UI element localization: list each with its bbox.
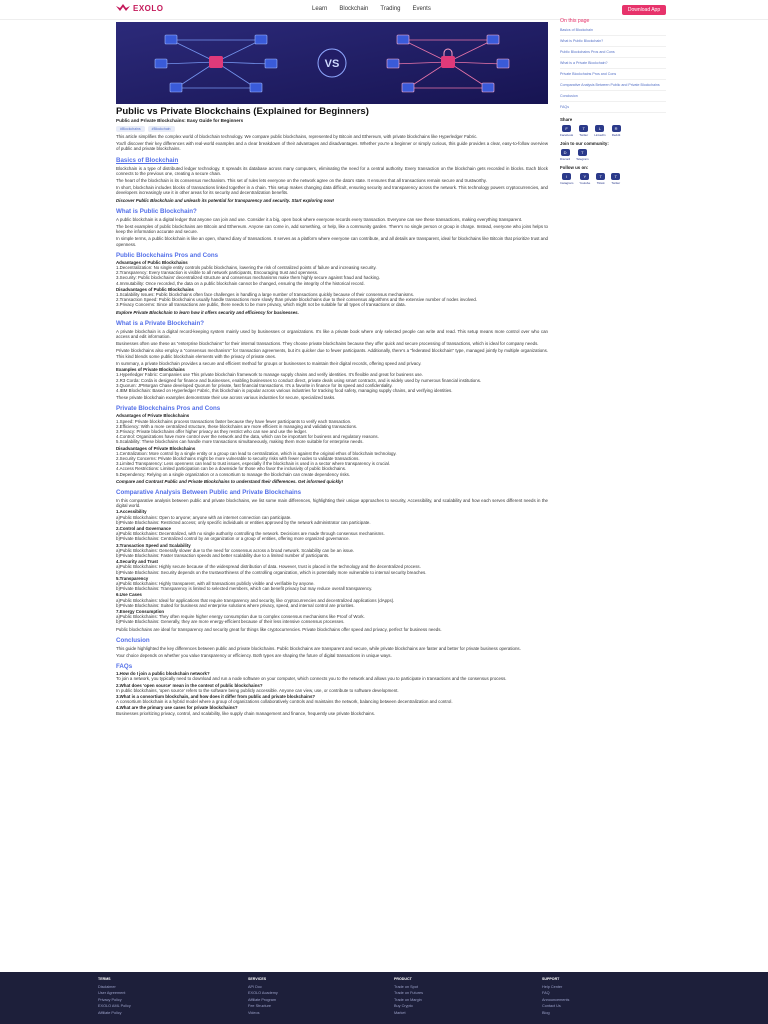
follow-title: Follow us on:: [560, 165, 589, 170]
social-tiktok-button[interactable]: [596, 173, 605, 185]
list-item: 2.Transaction Speed: Public blockchains usually handle transactions more slowly than private blockchains due to their consensus algorithms and the extensive number of nodes involved.: [116, 297, 478, 303]
comparison-line: b)Private Blockchains: Faster transaction speeds and better scalability due to a limited number of participants.: [116, 552, 330, 558]
social-label: Tiktok: [596, 181, 605, 185]
footer-link[interactable]: API Doc: [248, 985, 262, 989]
social-label: Twitter: [611, 181, 621, 185]
social-label: Facebook: [560, 133, 574, 137]
linkedin-icon: L: [595, 125, 604, 132]
footer-link[interactable]: EXOLO AML Policy: [98, 1004, 131, 1009]
section-heading-basics: Basics of Blockchain: [116, 156, 179, 164]
section-heading-public_pros_cons: Public Blockchains Pros and Cons: [116, 251, 219, 259]
comparison-line: a)Public Blockchains: Generally slower due to the need for consensus across a broad network. Scalability can be an issue.: [116, 547, 355, 553]
list-item: 5.Scalability: These blockchains can handle more transactions simultaneously, making them more suitable for enterprise needs.: [116, 439, 364, 445]
list-item: 2.Transparency: Every transaction is visible to all network participants, Encouraging trust and openness.: [116, 270, 319, 276]
section-heading-conclusion: Conclusion: [116, 636, 150, 644]
footer-column: [98, 977, 131, 1016]
toc-link[interactable]: FAQs: [560, 105, 666, 113]
hero-banner: [116, 22, 548, 104]
comparison-line: a)Public Blockchains: Decentralized, with no single authority controlling the network. Decisions are made through consensus mechanisms.: [116, 531, 385, 537]
list-item: 5.Dependency: Relying on a single organization or a consortium to manage the blockchain can create dependency risks.: [116, 471, 351, 477]
social-twitter-button[interactable]: [579, 125, 588, 137]
article-body: [116, 106, 548, 896]
list-item: 1.Scalability Issues: Public blockchains often face challenges in handling a large number of transactions quickly because of their consensus mechanisms.: [116, 292, 414, 298]
comparison-line: b)Private Blockchains: Transparency is limited to selected members, which can benefit privacy but may reduce overall transparency.: [116, 586, 373, 592]
footer-link[interactable]: FAQ: [542, 991, 550, 996]
follow-buttons: [560, 173, 666, 185]
list-item: 1.Hyperledger Fabric: Companies use This private blockchain framework to manage supply chains and verify identities. It's flexible and great for business use.: [116, 372, 424, 378]
toc-link[interactable]: What is Public Blockchain?: [560, 39, 666, 47]
footer-column: [394, 977, 423, 1016]
footer-link[interactable]: Trade on Futures: [394, 991, 423, 996]
footer-link[interactable]: Affiliate Program: [248, 997, 276, 1002]
comparison-label: 5.Transparency: [116, 575, 149, 581]
list-item: 4.Immutability: Once recorded, the data on a public blockchain cannot be changed, ensuring the integrity of the historical record.: [116, 280, 365, 286]
site-footer: [0, 972, 768, 1024]
paragraph: Your choice depends on whether you value transparency or efficiency. Both types are shaping the future of digital transactions in unique ways.: [116, 653, 392, 659]
list-label: Examples of Private Blockchains: [116, 367, 185, 373]
comparison-line: b)Private Blockchains: Generally, they are more energy-efficient because of their less intensive consensus processes.: [116, 619, 345, 625]
social-label: Discord: [560, 157, 571, 161]
list-label: Disadvantages of Private Blockchains: [116, 445, 196, 451]
logo-text: EXOLO: [133, 3, 164, 13]
list-item: 2.R3 Corda: Corda is designed for finance and businesses, enabling businesses to conduct direct, private deals using smart contracts, and is widely used by numerous financial institutions.: [116, 377, 482, 383]
hero-illustration: [116, 22, 548, 104]
toc-link[interactable]: Private Blockchains Pros and Cons: [560, 72, 666, 80]
tag-chip[interactable]: #Blockchains: [116, 126, 145, 132]
twitter-icon: T: [579, 125, 588, 132]
list-item: 4.Access Restrictions: Limited participation can be a downside for those who favor the inclusivity of public blockchains.: [116, 466, 347, 472]
footer-link[interactable]: EXOLO Academy: [248, 991, 278, 996]
paragraph: Private blockchains also employ a "consensus mechanism" for transaction agreements, but it's quicker due to fewer participants. Additionally, there's a "federated blockchain" type, managed jointly by multiple organizations. This kind blends some public blockchain elements with the privacy of private ones.: [116, 348, 548, 359]
intro-paragraph: You'll discover their key differences with real-world examples and a clear breakdown of their advantages and disadvantages. Whether you're a beginner or simply curious, this guide provides a clear, easy-to-follow overview of public and private blockchains.: [116, 141, 548, 152]
social-label: LinkedIn: [594, 133, 606, 137]
social-telegram-button[interactable]: [576, 149, 588, 161]
faq-answer: A consortium blockchain is a hybrid model where a group of organizations collaboratively controls and maintains the network, balancing between decentralization and control.: [116, 699, 453, 705]
list-item: 3.Limited Transparency: Less openness can lead to trust issues, especially if the blockchain is used in a sector where transparency is crucial.: [116, 461, 391, 467]
share-buttons: [560, 125, 666, 137]
footer-column: [248, 977, 278, 1016]
tag-chip[interactable]: #Blockchain: [148, 126, 175, 132]
article-subtitle: Public and Private Blockchains: Easy Guide for Beginners: [116, 118, 244, 123]
faq-answer: To join a network, you typically need to download and run a node software on your computer, which connects you to the network and allows you to participate in transactions and the consensus process.: [116, 676, 507, 682]
comparison-label: 3.Transaction Speed and Scalability: [116, 542, 191, 548]
comparison-label: 4.Security and Trust: [116, 559, 158, 565]
paragraph: In this comparative analysis between public and private blockchains, we list some main differences, highlighting their unique approaches to security, Accessibility, and scalability and how each serves different needs in the digital world.: [116, 497, 548, 509]
paragraph: In short, blockchain includes blocks of transactions linked together in a chain. This setup makes changing data difficult, ensuring security and transparency across the network. This technology powers cryptocurrencies, and developers increasingly use it in other areas for its security and decentralization benefits.: [116, 185, 548, 196]
list-item: 1.Centralization: More control by a single entity or a group can lead to centralization, which is against the original ethos of blockchain technology.: [116, 450, 397, 456]
footer-link[interactable]: Help Center: [542, 985, 563, 989]
section-heading-what_private: What is a Private Blockchain?: [116, 319, 205, 327]
paragraph: Businesses often use these as "enterprise blockchains" for their internal transactions. They choose private blockchains because they offer quick and secure processing of transactions, which is ideal for company needs.: [116, 341, 539, 347]
tiktok-icon: T: [596, 173, 605, 180]
faq-question: 2.What does 'open source' mean in the context of public blockchains?: [116, 682, 263, 688]
footer-link[interactable]: Disclaimer: [98, 985, 116, 989]
comparison-label: 7.Energy Consumption: [116, 609, 165, 615]
toc-link[interactable]: Conclusion: [560, 94, 666, 102]
list-label: Advantages of Private Blockchains: [116, 413, 190, 419]
reddit-icon: R: [612, 125, 621, 132]
list-item: 1.Speed: Private blockchains process transactions faster because they have fewer participants to verify each transaction.: [116, 418, 352, 424]
exolo-logo-icon: [116, 3, 130, 13]
paragraph: This guide highlighted the key differences between public and private blockchains. Public blockchains are transparent and secure, while private blockchains are faster and better for private business operations.: [116, 645, 521, 651]
cta-quote: Compare and Contrast Public and Private Blockchains to understand their differences. Get informed quickly!: [116, 478, 344, 484]
comparison-line: a)Public Blockchains: Ideal for applications that require transparency and security, like cryptocurrencies and decentralized applications (dApps).: [116, 597, 395, 603]
comparison-line: a)Public Blockchains: They often require higher energy consumption due to complex consensus mechanisms like Proof of Work.: [116, 614, 365, 620]
comparison-line: b)Private Blockchains: Suited for business and enterprise solutions where privacy, speed, and internal control are priorities.: [116, 602, 355, 608]
social-label: Telegram: [576, 157, 589, 161]
nav-link-blockchain[interactable]: Blockchain: [339, 6, 369, 12]
footer-link[interactable]: Trade on Spot: [394, 985, 418, 989]
footer-link[interactable]: Market: [394, 1010, 406, 1015]
list-item: 2.Security Concerns: Private blockchains might be more vulnerable to security risks with fewer nodes to validate transactions.: [116, 455, 360, 461]
list-item: 3.Privacy: Private blockchains offer higher privacy as they restrict who can see and use the ledger.: [116, 428, 308, 434]
footer-link[interactable]: Blog: [542, 1010, 550, 1015]
footer-link[interactable]: Privacy Policy: [98, 997, 122, 1002]
comparison-line: b)Private Blockchains: Restricted access; only specific individuals or entities approved by the network administrator can participate.: [116, 519, 371, 525]
faq-question: 4.What are the primary use cases for private blockchains?: [116, 705, 238, 711]
social-reddit-button[interactable]: [612, 125, 621, 137]
list-label: Disadvantages of Public Blockchains: [116, 286, 194, 292]
comparison-label: 6.Use Cases: [116, 592, 142, 598]
footer-link[interactable]: Videos: [248, 1010, 260, 1015]
list-item: 3.Security: Public blockchains' decentralized structure and consensus mechanisms make them highly secure against fraud and hacking.: [116, 275, 380, 281]
nav-link-learn[interactable]: Learn: [312, 6, 328, 12]
faq-answer: In public blockchains, 'open source' refers to the software being publicly accessible. Anyone can view, use, or contribute to software development.: [116, 687, 399, 693]
community-buttons: [560, 149, 666, 161]
comparison-label: 1.Accessibility: [116, 509, 147, 515]
comparison-label: 2.Control and Governance: [116, 525, 171, 531]
facebook-icon: F: [562, 125, 571, 132]
paragraph: In summary, a private blockchain provides a secure and efficient method for groups or businesses to maintain their digital records, offering speed and privacy.: [116, 360, 422, 366]
footer-link[interactable]: Announcements: [542, 997, 570, 1002]
discord-icon: D: [561, 149, 570, 156]
footer-column-title: SUPPORT: [542, 977, 560, 981]
list-item: 3.Quorum: JPMorgan Chase developed Quorum for private, fast financial transactions. It's a favorite in finance for its speed and confidentiality.: [116, 382, 393, 388]
faq-answer: Businesses prioritizing privacy, control, and scalability, like supply chain management and finance, frequently use private blockchains.: [116, 710, 376, 716]
social-label: Reddit: [611, 133, 621, 137]
list-item: 1.Decentralization: No single entity controls public blockchains, lowering the risk of centralized points of failure and increasing security.: [116, 265, 377, 271]
social-label: Youtube: [579, 181, 591, 185]
paragraph: These private blockchain examples demonstrate their use across various industries for secure, specialized tasks.: [116, 395, 336, 401]
top-navbar: [0, 0, 768, 20]
faq-question: 3.What is a consortium blockchain, and how does it differ from public and private blockchains?: [116, 694, 316, 700]
twitter-icon: T: [611, 173, 620, 180]
toc-link[interactable]: What is a Private Blockchain?: [560, 61, 666, 69]
footer-link[interactable]: User Agreement: [98, 991, 126, 996]
toc-link[interactable]: Comparative Analysis Between Public and Private Blockchains: [560, 83, 666, 91]
list-item: 3.Privacy Concerns: Since all transactions are public, there needs to be more privacy, which might not be suitable for all types of transactions or data.: [116, 302, 406, 308]
list-item: 4.IBM Blockchain: Based on Hyperledger Fabric, this blockchain is popular across various industries for tracking food safety, managing supply chains, and verifying identities.: [116, 387, 453, 393]
social-label: Twitter: [579, 133, 589, 137]
social-twitter-button[interactable]: [611, 173, 620, 185]
social-discord-button[interactable]: [560, 149, 570, 161]
cta-quote: Discover Public Blockchain and unleash its potential for transparency and security. Start exploring now!: [116, 197, 334, 203]
section-heading-private_pros_cons: Private Blockchains Pros and Cons: [116, 405, 221, 413]
community-title: Join to our community:: [560, 141, 609, 146]
footer-link[interactable]: Trade on Margin: [394, 997, 422, 1002]
paragraph: The best examples of public blockchains are Bitcoin and Ethereum. Anyone can come in, add something, or help, like a community garden. There's no single person or group in charge. Instead, everyone who joins helps to keep the information accurate and secure.: [116, 224, 548, 235]
table-of-contents: [560, 28, 666, 113]
social-instagram-button[interactable]: [560, 173, 573, 185]
footer-link[interactable]: Fee Structure: [248, 1004, 272, 1009]
footer-column: [542, 977, 569, 1016]
main-nav: [312, 6, 431, 12]
comparison-line: a)Public Blockchains: Highly transparent, with all transactions publicly visible and verifiable by anyone.: [116, 581, 315, 586]
toc-link[interactable]: Public Blockchains Pros and Cons: [560, 50, 666, 58]
footer-column-title: PRODUCT: [394, 977, 412, 981]
cta-quote: Explore Private Blockchain to learn how it offers security and efficiency for businesses.: [116, 309, 299, 315]
telegram-icon: T: [578, 149, 587, 156]
section-heading-faqs: FAQs: [116, 663, 133, 671]
tag-list: [116, 126, 548, 132]
footer-column-title: TERMS: [98, 977, 111, 981]
toc-link[interactable]: Basics of Blockchain: [560, 28, 666, 36]
intro-paragraph: This article simplifies the complex world of blockchain technology. We compare public blockchains, represented by Bitcoin and Ethereum, with private blockchains like Hyperledger Fabric.: [116, 134, 478, 139]
footer-column-title: SERVICES: [248, 977, 267, 981]
comparison-line: b)Private Blockchains: Centralized control by an organization or a group of entities, offering more organized governance.: [116, 536, 350, 542]
article-title: Public vs Private Blockchains (Explained for Beginners): [116, 106, 369, 117]
paragraph: A public blockchain is a digital ledger that anyone can join and use. Consider it a big, open book where everyone records every transaction. Everyone can see these transactions, making everything transparent.: [116, 216, 523, 222]
toc-title: On this page: [560, 18, 590, 24]
list-item: 4.Control: Organizations have more control over the network and the data, which can be important for business and regulatory reasons.: [116, 434, 379, 440]
comparison-line: a)Public Blockchains: Highly secure because of the widespread distribution of data. However, trust is placed in the technology and the decentralized process.: [116, 564, 421, 570]
paragraph: Blockchain is a type of distributed ledger technology. It spreads its database across many computers, eliminating the need for a central authority. Every transaction on the blockchain gets recorded in blocks. Each block connects to the previous one, creating a secure chain.: [116, 165, 548, 176]
footer-link[interactable]: Buy Crypto: [394, 1004, 413, 1009]
section-heading-comparative: Comparative Analysis Between Public and Private Blockchains: [116, 488, 302, 496]
social-linkedin-button[interactable]: [594, 125, 605, 137]
paragraph: The heart of the blockchain is its consensus mechanism. This set of rules lets everyone on the network agree on the data's state. It ensures that all transactions remain secure and trustworthy.: [116, 178, 487, 184]
exolo-logo[interactable]: [116, 3, 164, 13]
paragraph: Public blockchains are ideal for transparency and security great for things like cryptocurrencies. Private blockchains offer speed and privacy, perfect for business needs.: [116, 626, 442, 632]
download-app-button[interactable]: Download App: [622, 5, 666, 15]
social-youtube-button[interactable]: [579, 173, 590, 185]
list-item: 2.Efficiency: With a more centralized structure, these blockchains are more efficient in managing and validating transactions.: [116, 423, 358, 429]
faq-question: 1.How do I join a public blockchain network?: [116, 671, 210, 677]
paragraph: A private blockchain is a digital record-keeping system mainly used by businesses or organizations. It's like a private book where only selected people can write and read. This setup means more control over who can access and edit information.: [116, 328, 548, 340]
nav-link-trading[interactable]: Trading: [380, 6, 401, 12]
share-title: Share: [560, 117, 573, 122]
youtube-icon: Y: [580, 173, 589, 180]
list-label: Advantages of Public Blockchains: [116, 259, 188, 265]
comparison-line: b)Private Blockchains: Security depends on the trustworthiness of the controlling organization, which is potentially more vulnerable to internal security breaches.: [116, 569, 427, 575]
social-facebook-button[interactable]: [560, 125, 573, 137]
section-heading-what_public: What is Public Blockchain?: [116, 207, 197, 215]
instagram-icon: I: [562, 173, 571, 180]
nav-link-events[interactable]: Events: [412, 6, 431, 12]
social-label: Instagram: [560, 181, 574, 185]
comparison-line: a)Public Blockchains: Open to anyone; anyone with an internet connection can participate.: [116, 514, 292, 520]
paragraph: In simple terms, a public blockchain is like an open, shared diary of transactions. It serves as a platform where everyone can contribute, and all details are transparent, ideal for blockchains like Bitcoin that prioritize trust and openness.: [116, 236, 548, 247]
sidebar: [560, 18, 666, 185]
footer-link[interactable]: Affiliate Policy: [98, 1010, 122, 1015]
footer-link[interactable]: Contact Us: [542, 1004, 561, 1009]
vs-text: VS: [324, 58, 340, 70]
